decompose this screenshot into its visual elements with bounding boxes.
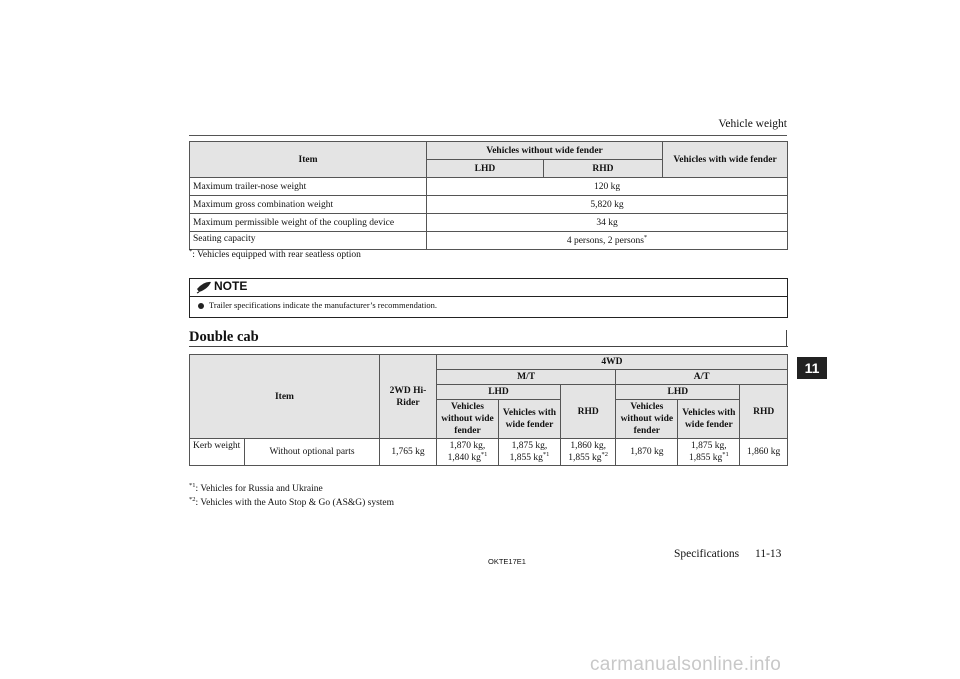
chapter-tab: 11 (797, 357, 827, 379)
mt-lhd-header: LHD (436, 385, 560, 400)
at-lhd-header: LHD (616, 385, 740, 400)
mt-rhd-header: RHD (560, 385, 615, 439)
mt-lhd-with-fender-value (498, 439, 560, 466)
kerb-weight-label: Kerb weight (190, 439, 245, 466)
row-value: 34 kg (427, 214, 788, 232)
footnote-mark: *2 (189, 495, 196, 503)
footnote-russia (189, 481, 323, 494)
value-line: 1,870 kg, (449, 441, 486, 451)
note-item-text: Trailer specifications indicate the manufacturer’s recommendation. (209, 300, 438, 310)
footnote-mark: *1 (542, 450, 550, 458)
row-value: 120 kg (427, 178, 788, 196)
footer-section: Specifications (674, 548, 740, 560)
table-row (190, 196, 788, 214)
page-number: 11-13 (755, 548, 782, 560)
footnote-mark: * (643, 233, 648, 241)
mt-without-fender-header: Vehicles without wide fender (436, 400, 498, 439)
lhd-header: LHD (427, 160, 544, 178)
at-rhd-value: 1,860 kg (740, 439, 788, 466)
row-label: Maximum gross combination weight (190, 196, 427, 214)
mt-rhd-value (560, 439, 615, 466)
double-cab-weight-table (189, 354, 788, 466)
with-fender-header: Vehicles with wide fender (663, 142, 788, 178)
note-header (190, 279, 787, 297)
item-header: Item (190, 355, 380, 439)
2wd-value: 1,765 kg (379, 439, 436, 466)
optional-parts-label: Without optional parts (245, 439, 380, 466)
footnote-mark: *2 (601, 450, 609, 458)
row-value: 5,820 kg (427, 196, 788, 214)
at-lhd-with-fender-value (678, 439, 740, 466)
note-label: NOTE (214, 279, 248, 293)
table-row (190, 178, 788, 196)
mt-with-fender-header: Vehicles with wide fender (498, 400, 560, 439)
section-title: Double cab (189, 329, 259, 345)
note-item (198, 300, 437, 310)
watermark: carmanualsonline.info (590, 654, 782, 675)
value-line: 1,875 kg, (691, 441, 727, 451)
section-rule (189, 346, 788, 347)
value-line: 1,860 kg, (570, 441, 606, 451)
row-label: Maximum permissible weight of the coupling device (190, 214, 427, 232)
footnote-text: : Vehicles for Russia and Ukraine (195, 484, 323, 494)
4wd-header: 4WD (436, 355, 787, 370)
bullet-icon (198, 303, 204, 309)
row-value (427, 232, 788, 250)
trailer-specs-table (189, 141, 788, 250)
document-code: OKTE17E1 (488, 557, 526, 566)
row-label: Seating capacity (190, 232, 427, 250)
table-row (190, 214, 788, 232)
note-pen-icon (196, 280, 212, 294)
row-label: Maximum trailer-nose weight (190, 178, 427, 196)
running-header-title: Vehicle weight (718, 118, 787, 130)
at-with-fender-header: Vehicles with wide fender (678, 400, 740, 439)
mt-lhd-without-fender-value (436, 439, 498, 466)
footnote-mark: *1 (189, 481, 196, 489)
seating-value: 4 persons, 2 persons (566, 235, 644, 246)
header-rule (189, 135, 787, 136)
footnote-seatless (189, 247, 361, 260)
rhd-header: RHD (543, 160, 662, 178)
value-line: 1,855 kg (509, 453, 543, 463)
at-without-fender-header: Vehicles without wide fender (616, 400, 678, 439)
mt-header: M/T (436, 370, 615, 385)
without-fender-header: Vehicles without wide fender (427, 142, 663, 160)
item-header: Item (190, 142, 427, 178)
at-header: A/T (616, 370, 788, 385)
at-lhd-without-fender-value: 1,870 kg (616, 439, 678, 466)
footnote-text: : Vehicles with the Auto Stop & Go (AS&G) system (195, 498, 395, 508)
footnote-mark: *1 (722, 450, 729, 458)
footnote-mark: *1 (480, 450, 488, 458)
footnote-asg (189, 495, 395, 508)
footnote-mark: * (189, 247, 193, 255)
2wd-header: 2WD Hi-Rider (379, 355, 436, 439)
footnote-text: : Vehicles equipped with rear seatless option (192, 250, 361, 260)
section-rule-end (786, 330, 787, 346)
value-line: 1,875 kg, (511, 441, 548, 451)
value-line: 1,840 kg (447, 453, 481, 463)
note-box (189, 278, 788, 318)
table-row (190, 439, 788, 466)
value-line: 1,855 kg (688, 453, 723, 463)
at-rhd-header: RHD (740, 385, 788, 439)
value-line: 1,855 kg (568, 453, 602, 463)
table-row (190, 232, 788, 250)
